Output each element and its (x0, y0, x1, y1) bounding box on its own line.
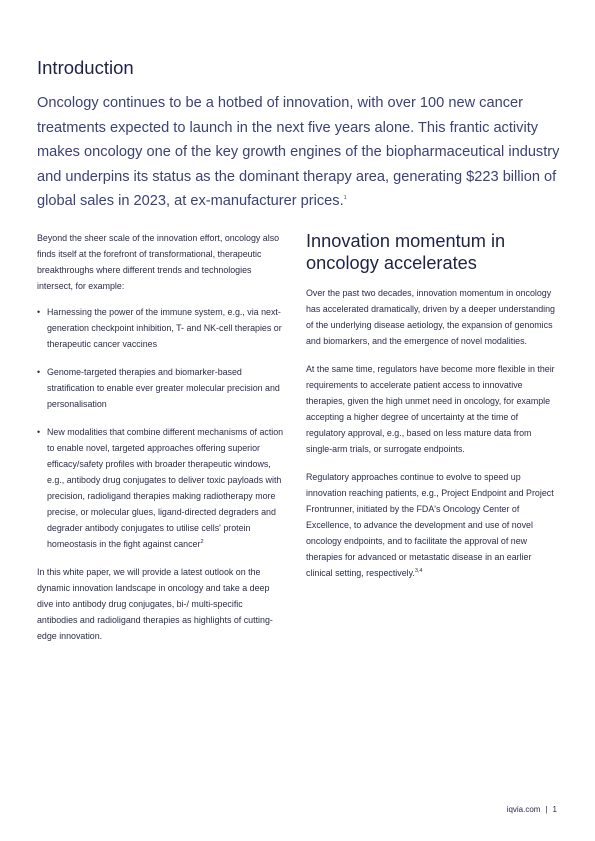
lead-footnote-ref: 1 (343, 195, 347, 202)
left-closing-paragraph: In this white paper, we will provide a latest outlook on the dynamic innovation landscape in oncology and take a deep dive into antibody drug conjugates, bi-/ multi-specific antibodies and radioligand therapies as highlights of cutting-edge innovation. (37, 567, 273, 641)
lead-paragraph (37, 91, 562, 214)
footer-separator: | (545, 805, 548, 814)
page-number: 1 (552, 805, 557, 814)
bullet-item (37, 304, 285, 352)
bullet-footnote-ref: 2 (200, 539, 204, 546)
section-subheading: Innovation momentum in oncology accelerates (306, 231, 506, 273)
lead-text: Oncology continues to be a hotbed of innovation, with over 100 new cancer treatments expected to launch in the next five years alone. This frantic activity makes oncology one of the key growth engines of the biopharmaceutical industry and underpins its status as the dominant therapy area, generating $223 billion of global sales in 2023, at ex-manufacturer prices. (37, 95, 560, 209)
bullet-list (37, 304, 285, 552)
right-paragraph (306, 361, 558, 457)
left-column (37, 230, 285, 656)
page-footer (507, 805, 557, 814)
footer-site-link[interactable]: iqvia.com (506, 805, 541, 814)
bullet-text: Genome-targeted therapies and biomarker-based stratification to enable ever greater molecular precision and personalisation (47, 367, 280, 409)
bullet-item (37, 424, 285, 552)
right-paragraph (306, 285, 558, 349)
bullet-glyph: • (37, 367, 41, 377)
page-title: Introduction (37, 57, 134, 78)
paragraph-text: Over the past two decades, innovation momentum in oncology has accelerated dramatically, driven by a deeper understanding of the underlying disease aetiology, the expansion of genomics and biomarkers, and the emergence of novel modalities. (306, 288, 555, 346)
bullet-text: New modalities that combine different mechanisms of action to enable novel, targeted approaches offering superior efficacy/safety profiles with broader therapeutic windows, e.g., antibody drug conjugates to deliver toxic payloads with precision, radioligand therapies making radiotherapy more precise, or molecular glues, ligand-directed degraders and degrader antibody conjugates to utilise cells' protein homeostasis in the fight against cancer (47, 427, 284, 549)
right-column (306, 230, 558, 593)
bullet-text: Harnessing the power of the immune system, e.g., via next-generation checkpoint inhibition, T- and NK-cell therapies or therapeutic cancer vaccines (47, 307, 282, 349)
left-intro-paragraph: Beyond the sheer scale of the innovation effort, oncology also finds itself at the forefront of transformational, therapeutic breakthroughs where different trends and technologies intersect, for example: (37, 233, 280, 291)
paragraph-text: At the same time, regulators have become more flexible in their requirements to accelerate patient access to innovative therapies, given the high unmet need in oncology, for example accepting a higher degree of uncertainty at the time of regulatory approval, e.g., based on less mature data from single-arm trials, or surrogate endpoints. (306, 364, 555, 454)
bullet-item (37, 364, 285, 412)
bullet-glyph: • (37, 307, 41, 317)
right-paragraph (306, 469, 558, 581)
paragraph-text: Regulatory approaches continue to evolve to speed up innovation reaching patients, e.g., Project Endpoint and Project Frontrunner, initiated by the FDA's Oncology Center of Excellence, to advance the development and use of novel oncology endpoints, and to facilitate the approval of new therapies for advanced or metastatic disease in an earlier clinical setting, respectively. (306, 472, 554, 578)
paragraph-footnote-ref: 3,4 (414, 568, 423, 575)
bullet-glyph: • (37, 427, 41, 437)
